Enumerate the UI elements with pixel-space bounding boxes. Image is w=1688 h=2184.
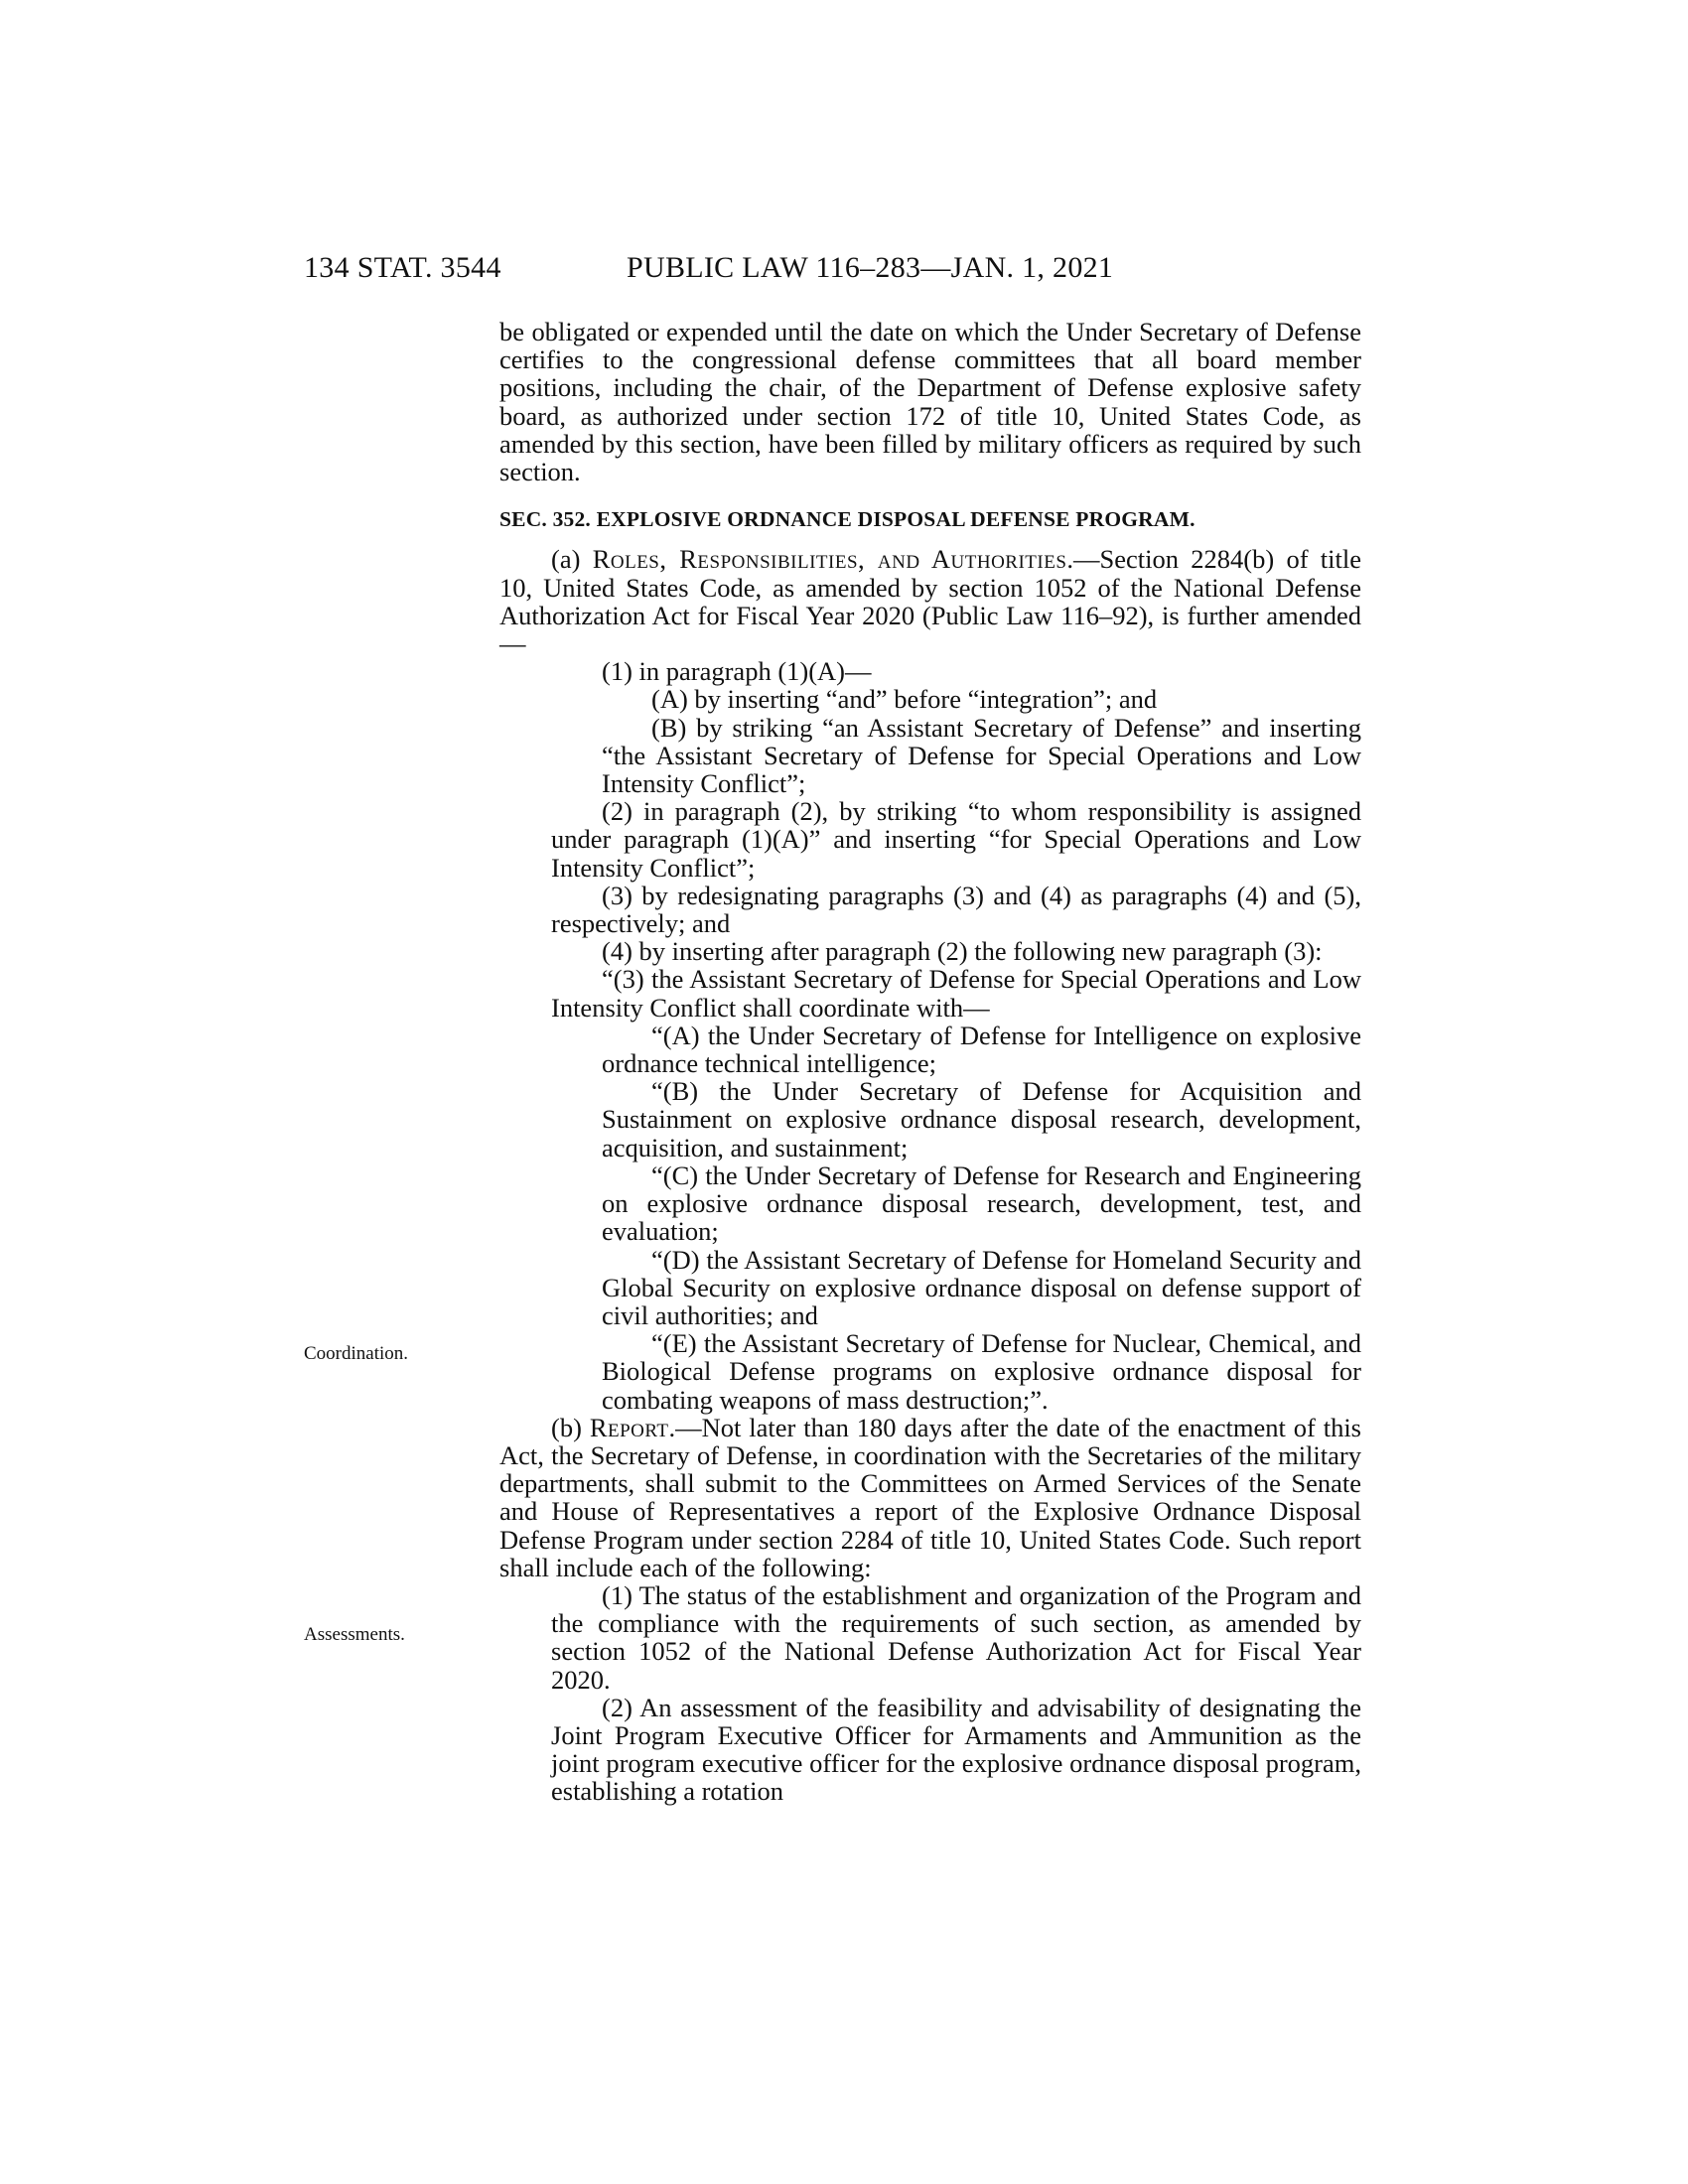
subsection-b-heading: Report (589, 1412, 669, 1442)
margin-note-assessments: Assessments. (304, 1624, 405, 1645)
document-body (499, 318, 1361, 1806)
quoted-paragraph-3: “(3) the Assistant Secretary of Defense for Special Operations and Low Intensity Conflict shall coordinate with— (551, 964, 1361, 1023)
continued-paragraph: be obligated or expended until the date on which the Under Secretary of Defense certifies to the congressional defense committees that all board member positions, including the chair, of the Department of Defense explosive safety board, as authorized under section 172 of title 10, United States Code, as amended by this section, have been filled by military officers as required by such section. (499, 317, 1361, 487)
subsection-a-label: (a) (551, 544, 593, 575)
subsection-b-text: .—Not later than 180 days after the date of the enactment of this Act, the Secretary of Defense, in coordination with the Secretaries of the military departments, shall submit to the Committees on Armed Services of the Senate and House of Representatives a report of the Explosive Ordnance Disposal Defense Program under section 2284 of title 10, United States Code. Such report shall include each of the following: (499, 1412, 1361, 1582)
paragraph-b1: (1) The status of the establishment and organization of the Program and the compliance with the requirements of such section, as amended by section 1052 of the National Defense Authorization Act for Fiscal Year 2020. (551, 1579, 1361, 1695)
subsection-b (499, 1414, 1361, 1581)
subparagraph-a1A: (A) by inserting “and” before “integration”; and (651, 684, 1158, 715)
page-header (304, 248, 1362, 288)
paragraph-a1: (1) in paragraph (1)(A)— (602, 656, 872, 687)
subsection-a-text: .—Section 2284(b) of title 10, United States Code, as amended by section 1052 of the National Defense Authorization Act for Fiscal Year 2020 (Public Law 116–92), is further amended— (499, 544, 1361, 659)
quoted-subparagraph-E: “(E) the Assistant Secretary of Defense for Nuclear, Chemical, and Biological Defense programs on explosive ordnance disposal for combating weapons of mass destruction;”. (602, 1328, 1361, 1415)
paragraph-b2: (2) An assessment of the feasibility and advisability of designating the Joint Program Executive Officer for Armaments and Ammunition as the joint program executive officer for the explosive ordnance disposal program, establishing a rotation (551, 1692, 1361, 1807)
subparagraph-a1B: (B) by striking “an Assistant Secretary of Defense” and inserting “the Assistant Secretary of Defense for Special Operations and Low Intensity Conflict”; (602, 712, 1361, 799)
subsection-a-heading: Roles, Responsibilities, and Authorities (592, 544, 1067, 575)
subsection-a (499, 545, 1361, 657)
paragraph-a4: (4) by inserting after paragraph (2) the following new paragraph (3): (602, 936, 1323, 967)
section-heading: SEC. 352. EXPLOSIVE ORDNANCE DISPOSAL DEFENSE PROGRAM. (499, 507, 1196, 532)
quoted-subparagraph-B: “(B) the Under Secretary of Defense for Acquisition and Sustainment on explosive ordnance disposal research, development, acquisition, and sustainment; (602, 1076, 1361, 1162)
margin-note-coordination: Coordination. (304, 1343, 409, 1364)
subsection-b-label: (b) (551, 1412, 590, 1442)
stat-page-number: 134 STAT. 3544 (304, 251, 501, 284)
quoted-subparagraph-A: “(A) the Under Secretary of Defense for Intelligence on explosive ordnance technical intelligence; (602, 1020, 1361, 1079)
quoted-subparagraph-D: “(D) the Assistant Secretary of Defense for Homeland Security and Global Security on explosive ordnance disposal on defense support of civil authorities; and (602, 1244, 1361, 1330)
quoted-subparagraph-C: “(C) the Under Secretary of Defense for Research and Engineering on explosive ordnance disposal research, development, test, and evaluation; (602, 1160, 1361, 1247)
paragraph-a3: (3) by redesignating paragraphs (3) and (4) as paragraphs (4) and (5), respectively; and (551, 880, 1361, 939)
paragraph-a2: (2) in paragraph (2), by striking “to whom responsibility is assigned under paragraph (1)(A)” and inserting “for Special Operations and Low Intensity Conflict”; (551, 796, 1361, 883)
public-law-title: PUBLIC LAW 116–283—JAN. 1, 2021 (627, 251, 1114, 284)
